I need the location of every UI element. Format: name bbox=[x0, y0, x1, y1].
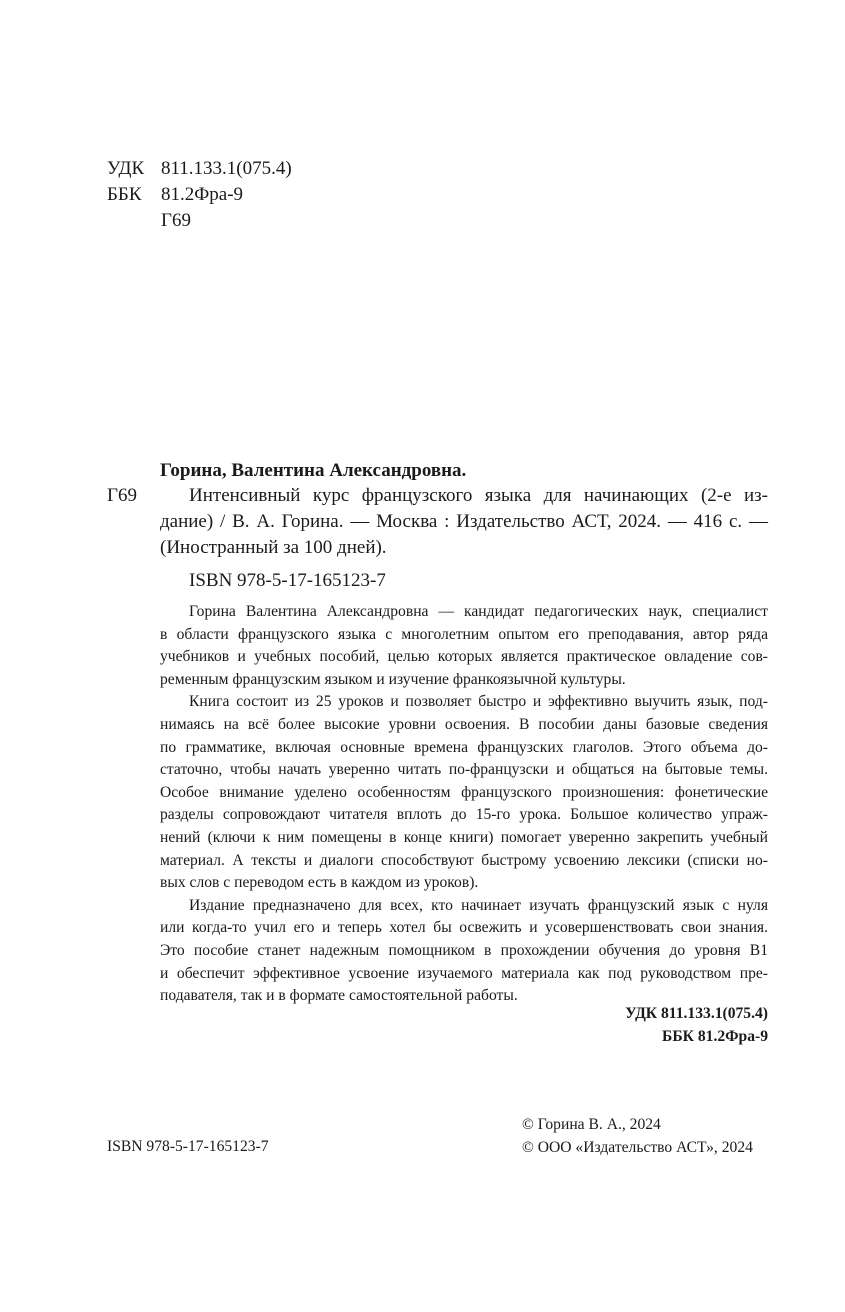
annotation-line: Издание предназначено для всех, кто начинает изучать французский язык с нуля bbox=[189, 896, 768, 914]
annotation-line: ременным французским языком и изучение франкоязычной культуры. bbox=[160, 670, 626, 688]
annotation-line: в области французского языка с многолетним опытом его преподавания, автор ряда bbox=[160, 625, 768, 643]
bbk-row bbox=[107, 182, 292, 208]
copyright-block bbox=[522, 1114, 753, 1159]
annotation-line: Книга состоит из 25 уроков и позволяет быстро и эффективно выучить язык, под- bbox=[189, 693, 768, 711]
annotation-line: разделы сопровождают читателя вплоть до 15-го урока. Большое количество упраж- bbox=[160, 806, 768, 824]
annotation-line: вых слов с переводом есть в каждом из уроков). bbox=[160, 874, 479, 892]
copyright-publisher: © ООО «Издательство АСТ», 2024 bbox=[522, 1138, 753, 1156]
footer-classification bbox=[625, 1003, 768, 1048]
annotation-line: Горина Валентина Александровна — кандидат педагогических наук, специалист bbox=[189, 603, 768, 620]
annotation-line: нений (ключи к ним помещены в конце книги) помогает уверенно закрепить учебный bbox=[160, 828, 768, 846]
bbk-label: ББК bbox=[107, 184, 142, 205]
classification-block bbox=[107, 156, 292, 234]
author-heading: Горина, Валентина Александровна. bbox=[160, 460, 467, 481]
annotation-line: статочно, чтобы начать уверенно читать по-французски и общаться на бытовые темы. bbox=[160, 761, 768, 779]
title-line: дание) / В. А. Горина. — Москва : Издательство АСТ, 2024. — 416 с. — bbox=[160, 511, 768, 532]
udk-value: 811.133.1(075.4) bbox=[161, 158, 292, 179]
title-line: Интенсивный курс французского языка для начинающих (2-е из- bbox=[189, 485, 768, 506]
udk-label: УДК bbox=[107, 158, 145, 179]
bbk-value: 81.2Фра-9 bbox=[161, 184, 244, 205]
footer-bbk: ББК 81.2Фра-9 bbox=[662, 1027, 768, 1045]
annotation-line: или когда-то учил его и теперь хотел бы освежить и усовершенствовать свои знания. bbox=[160, 919, 768, 937]
title-line: (Иностранный за 100 дней). bbox=[160, 537, 387, 558]
annotation-line: и обеспечит эффективное усвоение изучаемого материала как под руководством пре- bbox=[160, 964, 768, 982]
annotation-line: нимаясь на всё более высокие уровни освоения. В пособии даны базовые сведения bbox=[160, 715, 768, 733]
annotation bbox=[160, 601, 768, 1008]
annotation-line: материал. А тексты и диалоги способствуют быстрому усвоению лексики (списки но- bbox=[160, 851, 768, 869]
udk-row bbox=[107, 156, 292, 182]
isbn: ISBN 978-5-17-165123-7 bbox=[189, 570, 386, 591]
title-description bbox=[160, 483, 768, 561]
author-sign: Г69 bbox=[107, 485, 137, 506]
annotation-line: учебников и учебных пособий, целью которых является практическое овладение сов- bbox=[160, 648, 768, 666]
author-sign-row bbox=[107, 208, 292, 234]
annotation-line: по грамматике, включая основные времена французских глаголов. Этого объема до- bbox=[160, 738, 768, 756]
footer-udk: УДК 811.133.1(075.4) bbox=[625, 1005, 768, 1022]
author-sign-top: Г69 bbox=[161, 210, 191, 231]
annotation-line: Особое внимание уделено особенностям французского произношения: фонетические bbox=[160, 783, 768, 801]
annotation-line: Это пособие станет надежным помощником в прохождении обучения до уровня B1 bbox=[160, 941, 768, 959]
annotation-line: подавателя, так и в формате самостоятельной работы. bbox=[160, 987, 518, 1005]
copyright-author: © Горина В. А., 2024 bbox=[522, 1116, 661, 1133]
footer-isbn: ISBN 978-5-17-165123-7 bbox=[107, 1138, 269, 1155]
